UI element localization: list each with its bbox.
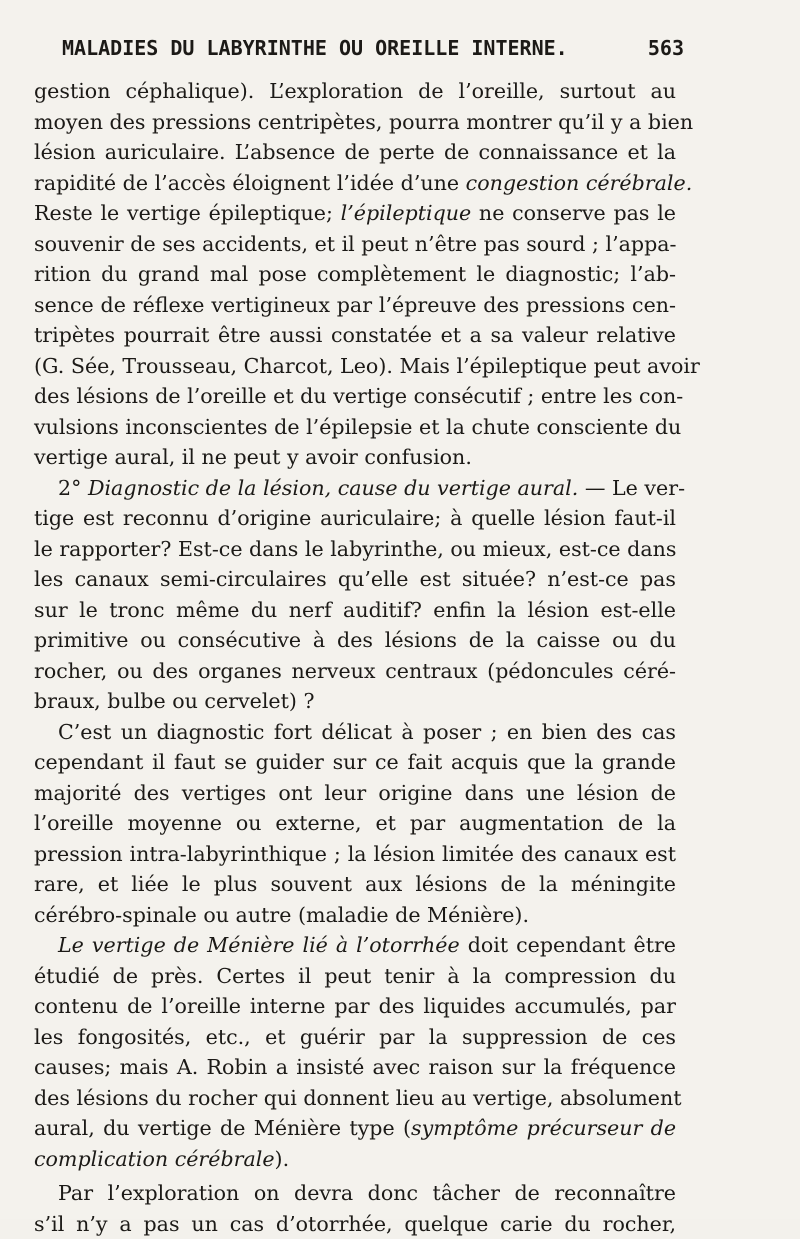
- text-line: [34, 1144, 676, 1175]
- text-line: les fongosités, etc., et guérir par la suppression de ces: [34, 1022, 676, 1053]
- text-run: ).: [275, 1147, 290, 1171]
- text-line: Par l’exploration on devra donc tâcher de reconnaître: [34, 1178, 676, 1209]
- italic-run: Diagnostic de la lésion, cause du vertige aural.: [88, 476, 578, 500]
- text-line: [34, 198, 676, 229]
- text-line: [34, 930, 676, 961]
- italic-run: symptôme précurseur de: [411, 1116, 676, 1140]
- text-line: des lésions de l’oreille et du vertige consécutif ; entre les con-: [34, 381, 676, 412]
- text-run: Reste le vertige épileptique;: [34, 201, 341, 225]
- text-line: braux, bulbe ou cervelet) ?: [34, 686, 676, 717]
- text-line: moyen des pressions centripètes, pourra montrer qu’il y a bien: [34, 107, 676, 138]
- text-run: aural, du vertige de Ménière type (: [34, 1116, 411, 1140]
- text-line: sur le tronc même du nerf auditif? enfin la lésion est-elle: [34, 595, 676, 626]
- text-line: des lésions du rocher qui donnent lieu au vertige, absolument: [34, 1083, 676, 1114]
- text-run: 2°: [58, 476, 88, 500]
- text-line: [34, 168, 676, 199]
- italic-run: complication cérébrale: [34, 1147, 275, 1171]
- text-line: pression intra-labyrinthique ; la lésion limitée des canaux est: [34, 839, 676, 870]
- text-run: ne conserve pas le: [471, 201, 676, 225]
- text-line: gestion céphalique). L’exploration de l’oreille, surtout au: [34, 76, 676, 107]
- text-line: [34, 1113, 676, 1144]
- running-head-title: MALADIES DU LABYRINTHE OU OREILLE INTERNE.: [62, 36, 568, 60]
- text-line: majorité des vertiges ont leur origine dans une lésion de: [34, 778, 676, 809]
- text-line: cependant il faut se guider sur ce fait acquis que la grande: [34, 747, 676, 778]
- italic-run: congestion cérébrale.: [466, 171, 693, 195]
- text-line: cérébro-spinale ou autre (maladie de Ménière).: [34, 900, 676, 931]
- text-line: contenu de l’oreille interne par des liquides accumulés, par: [34, 991, 676, 1022]
- text-line: lésion auriculaire. L’absence de perte de connaissance et la: [34, 137, 676, 168]
- text-line: les canaux semi-circulaires qu’elle est située? n’est-ce pas: [34, 564, 676, 595]
- text-run: rapidité de l’accès éloignent l’idée d’une: [34, 171, 466, 195]
- text-line: souvenir de ses accidents, et il peut n’être pas sourd ; l’appa-: [34, 229, 676, 260]
- italic-run: l’épileptique: [341, 201, 472, 225]
- body-text: [34, 76, 676, 1239]
- text-line: tige est reconnu d’origine auriculaire; à quelle lésion faut-il: [34, 503, 676, 534]
- text-line: vertige aural, il ne peut y avoir confusion.: [34, 442, 676, 473]
- text-run: doit cependant être: [460, 933, 676, 957]
- text-line: (G. Sée, Trousseau, Charcot, Leo). Mais l’épileptique peut avoir: [34, 351, 676, 382]
- text-line: primitive ou consécutive à des lésions de la caisse ou du: [34, 625, 676, 656]
- text-line: C’est un diagnostic fort délicat à poser ; en bien des cas: [34, 717, 676, 748]
- text-line: sence de réflexe vertigineux par l’épreuve des pressions cen-: [34, 290, 676, 321]
- page-number: 563: [648, 36, 684, 60]
- text-line: causes; mais A. Robin a insisté avec raison sur la fréquence: [34, 1052, 676, 1083]
- text-line: l’oreille moyenne ou externe, et par augmentation de la: [34, 808, 676, 839]
- text-line: rocher, ou des organes nerveux centraux (pédoncules céré-: [34, 656, 676, 687]
- text-line: le rapporter? Est-ce dans le labyrinthe, ou mieux, est-ce dans: [34, 534, 676, 565]
- italic-run: Le vertige de Ménière lié à l’otorrhée: [58, 933, 460, 957]
- text-line: tripètes pourrait être aussi constatée et a sa valeur relative: [34, 320, 676, 351]
- text-line: rare, et liée le plus souvent aux lésions de la méningite: [34, 869, 676, 900]
- text-line: [34, 473, 676, 504]
- text-run: — Le ver-: [578, 476, 685, 500]
- text-line: s’il n’y a pas un cas d’otorrhée, quelque carie du rocher,: [34, 1209, 676, 1239]
- text-line: vulsions inconscientes de l’épilepsie et la chute consciente du: [34, 412, 676, 443]
- text-line: étudié de près. Certes il peut tenir à la compression du: [34, 961, 676, 992]
- running-head: [62, 30, 684, 64]
- text-line: rition du grand mal pose complètement le diagnostic; l’ab-: [34, 259, 676, 290]
